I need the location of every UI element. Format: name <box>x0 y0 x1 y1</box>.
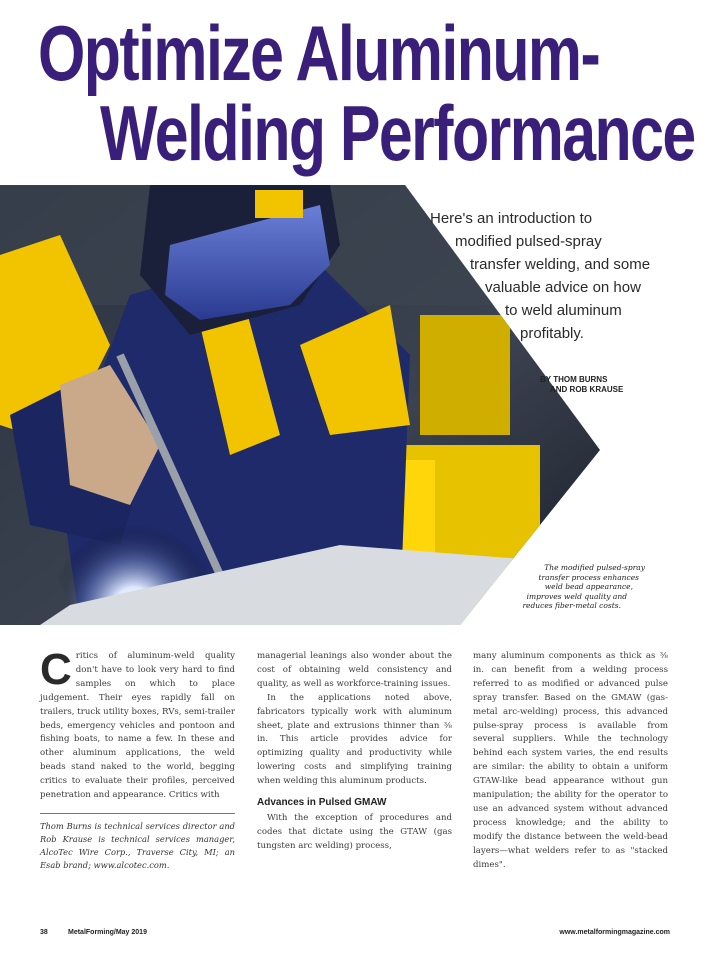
intro-deck <box>400 207 680 345</box>
intro-line: profitably. <box>520 325 584 342</box>
photo-caption <box>470 563 645 611</box>
paragraph: In the applications noted above, fabricators typically work with aluminum sheet, plate and extrusions thinner than ⅜ in. This article provides advice for optimizing quality and productivity while lowering costs and simplifying training when welding this aluminum products. <box>257 692 452 787</box>
caption-line: transfer process enhances <box>538 572 639 582</box>
paragraph: With the exception of procedures and codes that dictate using the GTAW (gas tungsten arc welding) process, <box>257 812 452 851</box>
section-heading: Advances in Pulsed GMAW <box>257 797 387 809</box>
caption-line: reduces fiber-metal costs. <box>522 601 621 610</box>
intro-line: to weld aluminum <box>505 302 622 319</box>
magazine-issue: MetalForming/May 2019 <box>68 929 147 936</box>
caption-line: The modified pulsed-spray <box>544 563 645 572</box>
intro-line: transfer welding, and some <box>470 256 651 273</box>
paragraph <box>40 645 235 803</box>
drop-cap: C <box>40 645 72 694</box>
page-footer <box>40 929 670 941</box>
column-3 <box>473 650 668 873</box>
byline <box>540 375 670 395</box>
page-number: 38 <box>40 929 48 936</box>
intro-line: Here's an introduction to <box>430 210 593 227</box>
title-line-1: Optimize Aluminum- <box>38 9 600 97</box>
intro-line: modified pulsed-spray <box>455 233 602 250</box>
intro-line: valuable advice on how <box>485 279 641 296</box>
magazine-url: www.metalformingmagazine.com <box>559 929 670 936</box>
caption-line: weld bead appearance, <box>544 582 633 591</box>
caption-line: improves weld quality and <box>526 591 627 601</box>
byline-author-2: AND ROB KRAUSE <box>550 385 624 394</box>
column-2 <box>257 650 452 854</box>
paragraph-text: ritics of aluminum-weld quality don't have to look very hard to find samples on which to place judgement. Their eyes rapidly fall on trailers, truck utility boxes, RVs, semi-trailer beds, emergency vehicles and pontoon and fishing boats, to name a few. In these and other aluminum applications, the weld beads stand naked to the world, begging critics to evaluate their profiles, perceived penetration and appearance. Critics with <box>40 651 235 801</box>
article-body <box>40 645 670 920</box>
author-bio: Thom Burns is technical services director and Rob Krause is technical services manager, AlcoTec Wire Corp., Traverse City, MI; an Esab brand; www.alcotec.com. <box>40 813 235 872</box>
title-line-2: Welding Performance <box>100 89 695 177</box>
paragraph: many aluminum components as thick as ⅜ in. can benefit from a welding process referred to as modified or advanced pulse spray transfer. Based on the GMAW (gas-metal arc-welding) process, this advanced pulse-spray process is available from several suppliers. While the technology behind each system varies, the end results are similar: the ability to obtain a uniform GTAW-like bead appearance without gun manipulation; the ability for the operator to use an advanced system without advanced process knowledge; and the ability to modify the distance between the weld-bead layers—what welders refer to as "stacked dimes". <box>473 651 668 870</box>
hero-section <box>0 185 704 625</box>
column-1 <box>40 645 235 872</box>
paragraph: managerial leanings also wonder about the cost of obtaining weld consistency and quality, as well as workforce-training issues. <box>257 651 452 689</box>
byline-author-1: BY THOM BURNS <box>540 375 608 384</box>
